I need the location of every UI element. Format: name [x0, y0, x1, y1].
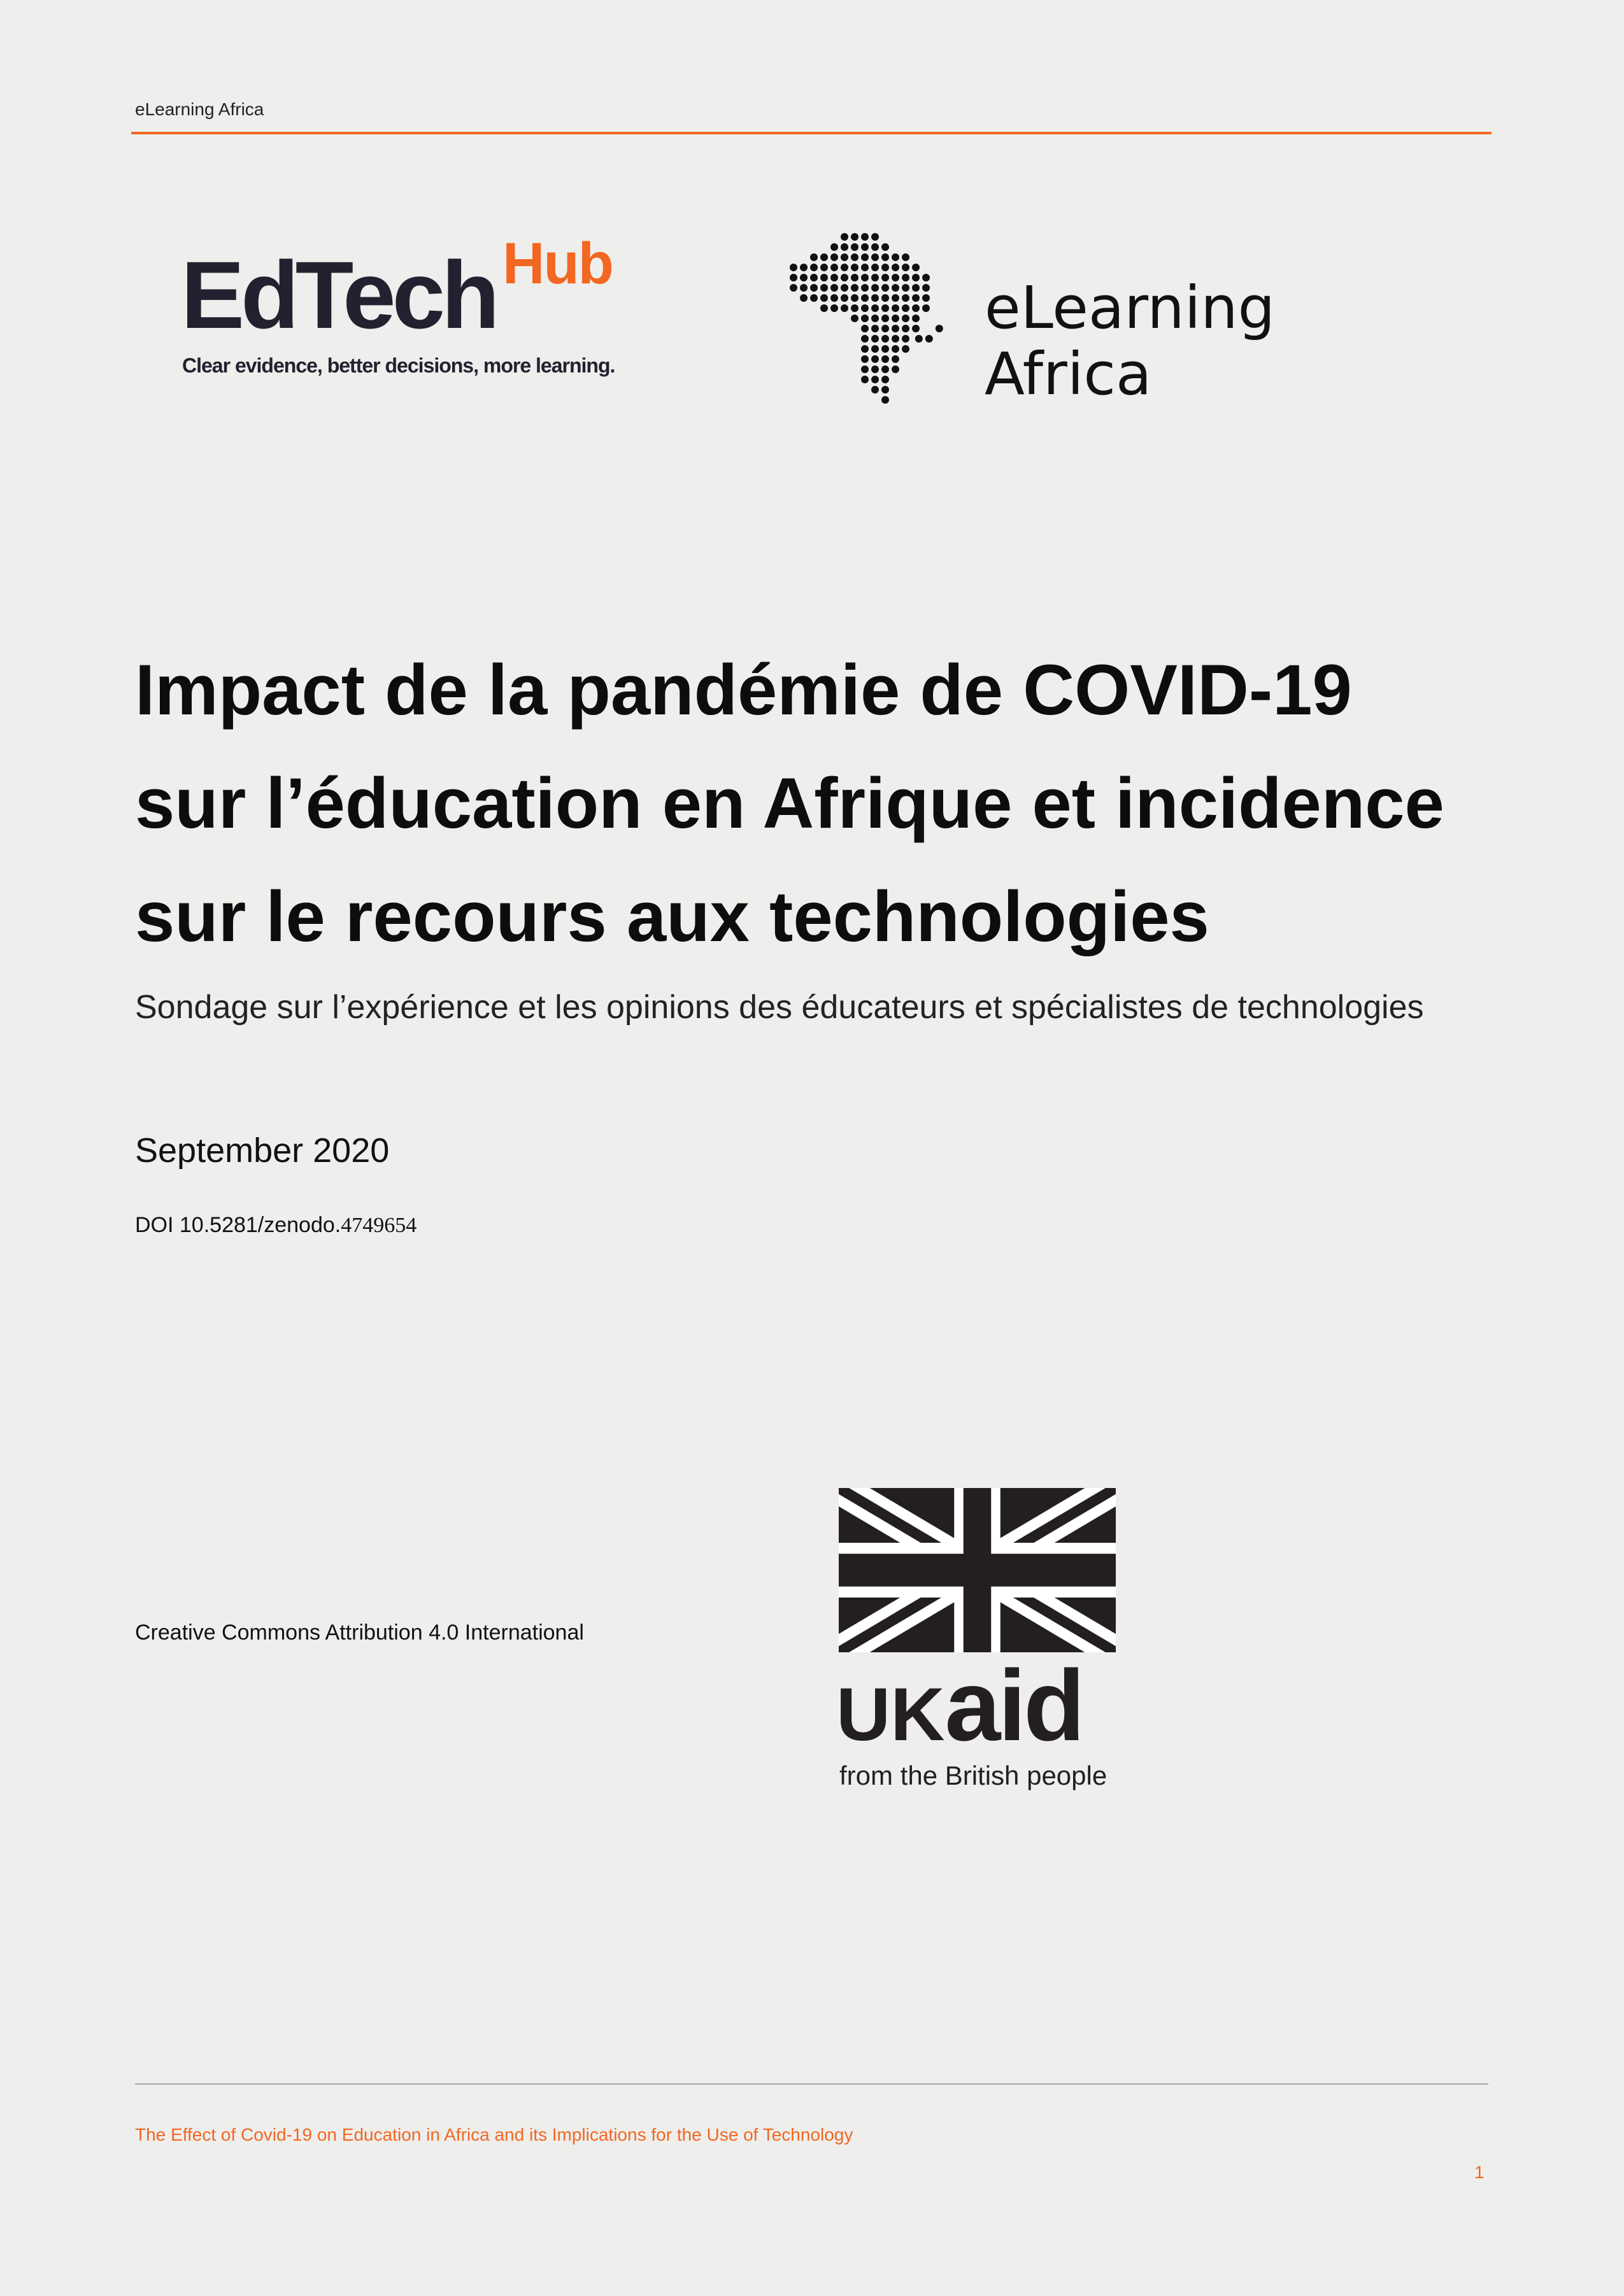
elearning-africa-logo-line2: Africa: [985, 340, 1152, 408]
publication-date: September 2020: [135, 1131, 390, 1170]
ukaid-uk: UK: [836, 1673, 945, 1757]
document-title: [135, 634, 1536, 974]
document-subtitle: Sondage sur l’expérience et les opinions des éducateurs et spécialistes de technologies: [135, 989, 1424, 1026]
title-line-3: sur le recours aux technologies: [135, 877, 1209, 956]
ukaid-logo-wordmark: [836, 1650, 1083, 1762]
doi-text: [135, 1213, 417, 1238]
footer-title: The Effect of Covid-19 on Education in Africa and its Implications for the Use of Technology: [135, 2125, 853, 2144]
running-header: eLearning Africa: [135, 99, 264, 119]
header-divider: [131, 132, 1492, 134]
edtechhub-logo-hub: Hub: [502, 231, 613, 296]
union-jack-icon: [839, 1488, 1116, 1652]
footer-divider: [135, 2083, 1488, 2085]
elearning-africa-logo-line1: eLearning: [985, 274, 1276, 342]
doi-number: 4749654: [341, 1214, 417, 1237]
license-text: Creative Commons Attribution 4.0 International: [135, 1620, 584, 1645]
edtechhub-tagline: Clear evidence, better decisions, more learning.: [182, 354, 615, 377]
elearning-africa-logo-text: [985, 275, 1275, 407]
title-line-1: Impact de la pandémie de COVID-19: [135, 650, 1352, 730]
ukaid-tagline: from the British people: [839, 1761, 1108, 1790]
title-line-2: sur l’éducation en Afrique et incidence: [135, 763, 1444, 843]
page-number: 1: [1474, 2162, 1485, 2182]
africa-dot-map-icon: [787, 230, 953, 409]
edtechhub-logo: [181, 231, 639, 381]
edtechhub-logo-word: EdTech: [181, 241, 496, 348]
ukaid-aid: aid: [944, 1650, 1083, 1762]
doi-prefix: DOI 10.5281/zenodo.: [135, 1213, 341, 1237]
